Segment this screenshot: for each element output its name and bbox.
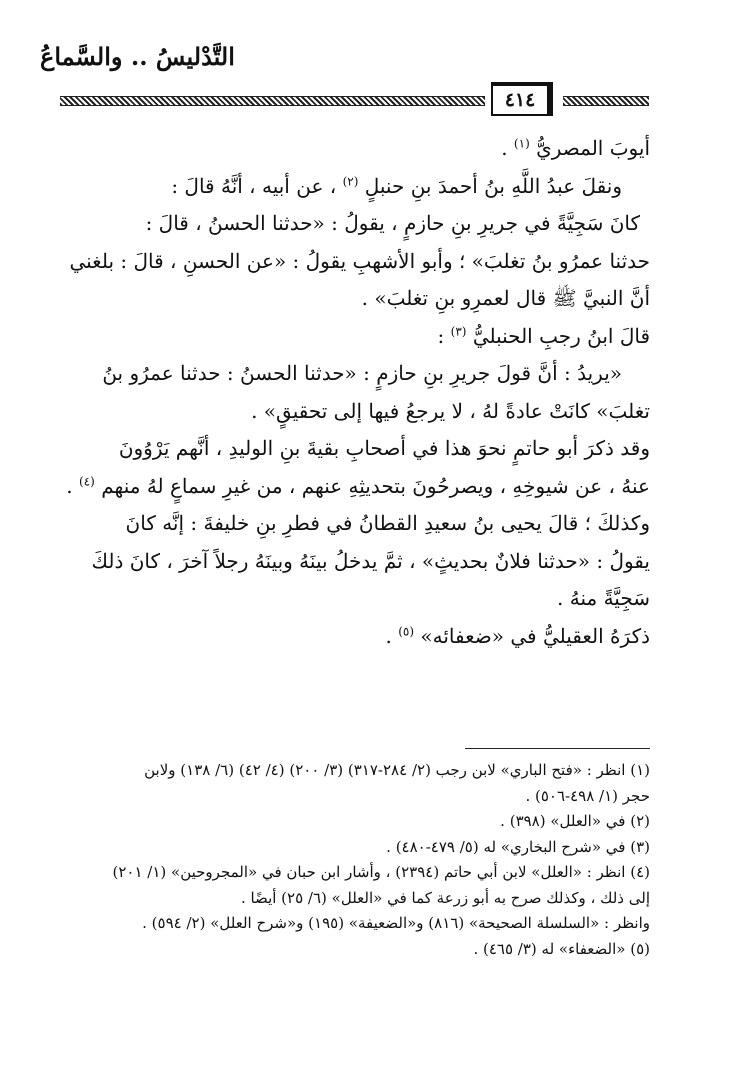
footnote-line: (١) انظر : «فتح الباري» لابن رجب (٢/ ٢٨٤-٣١٧) (٣/ ٢٠٠) (٤/ ٤٢) (٦/ ١٣٨) ولابن: [144, 761, 650, 779]
footnotes: [58, 758, 650, 962]
text-line: [58, 468, 650, 506]
text-line: كانَ سَجِيَّةً في جريرِ بنِ حازمٍ ، يقولُ : «حدثنا الحسنُ ، قالَ :: [145, 211, 640, 235]
text-span: أيوبَ المصريُّ: [536, 136, 650, 160]
footnote-line: وانظر : «السلسلة الصحيحة» (٨١٦) و«الضعيفة» (١٩٥) و«شرح العلل» (٢/ ٥٩٤) .: [142, 914, 650, 932]
text-line: تغلبَ» كانَتْ عادةً لهُ ، لا يرجعُ فيها إلى تحقيقٍ» .: [251, 398, 650, 423]
text-span: .: [66, 473, 73, 498]
footnote-ref: (٣): [450, 323, 467, 338]
text-span: .: [385, 623, 392, 648]
text-line: [58, 318, 650, 356]
text-line: «يريدُ : أنَّ قولَ جريرِ بنِ حازمٍ : «حدثنا الحسنُ : حدثنا عمرُو بنُ: [102, 361, 622, 385]
footnote-line: إلى ذلك ، وكذلك صرح به أبو زرعة كما في «العلل» (٦/ ٢٥) أيضًا .: [240, 888, 650, 907]
text-line: سَجِيَّةً منهُ .: [557, 586, 650, 610]
text-line: وكذلكَ ؛ قالَ يحيى بنُ سعيدِ القطانُ في فطرِ بنِ خليفةَ : إنَّه كانَ: [125, 511, 650, 535]
text-span: ، عن أبيه ، أنَّهُ قالَ :: [171, 173, 337, 198]
footnote-line: (٣) في «شرح البخاري» له (٥/ ٤٧٩-٤٨٠) .: [386, 837, 650, 856]
text-span: :: [437, 323, 445, 348]
text-line: حدثنا عمرُو بنُ تغلبَ» ؛ وأبو الأشهبِ يقولُ : «عن الحسنِ ، قالَ : بلغني: [69, 248, 650, 273]
header-rule-left: [60, 96, 485, 106]
footnote-line: (٢) في «العلل» (٣٩٨) .: [500, 812, 650, 830]
text-span: عنهُ ، عن شيوخِهِ ، ويصرحُونَ بتحديثِهِ عنهم ، من غيرِ سماعٍ لهُ منهم: [101, 473, 650, 498]
text-span: .: [501, 136, 508, 160]
text-line: [58, 618, 650, 656]
text-line: [58, 168, 650, 206]
footnote-ref: (٢): [342, 173, 359, 188]
text-span: قالَ ابنُ رجبِ الحنبليُّ: [472, 323, 650, 348]
footnote-ref: (٤): [79, 473, 95, 488]
text-line: أنَّ النبيَّ ﷺ قال لعمرِو بنِ تغلبَ» .: [361, 286, 650, 310]
text-span: ونقلَ عبدُ اللَّهِ بنُ أحمدَ بنِ حنبلٍ: [364, 173, 622, 198]
text-line: وقد ذكرَ أبو حاتمٍ نحوَ هذا في أصحابِ بقيةَ بنِ الوليدِ ، أنَّهم يَرْوُونَ: [118, 436, 650, 460]
footnote-ref: (٥): [398, 623, 415, 638]
main-text: [58, 130, 650, 655]
text-line: يقولُ : «حدثنا فلانٌ بحديثٍ» ، ثمَّ يدخلُ بينَهُ وبينَهُ رجلاً آخرَ ، كانَ ذلكَ: [91, 548, 650, 573]
running-title: التَّدْليسُ .. والسَّماعُ: [40, 42, 235, 71]
footnote-line: (٥) «الضعفاء» له (٣/ ٤٦٥) .: [473, 939, 650, 958]
header-rule-right: [563, 96, 649, 106]
footnote-ref: (١): [513, 136, 530, 151]
page-number: ٤١٤: [491, 82, 553, 116]
text-line: [58, 130, 650, 168]
footnote-line: حجر (١/ ٤٩٨-٥٠٦) .: [525, 786, 650, 805]
footnote-line: (٤) انظر : «العلل» لابن أبي حاتم (٢٣٩٤) ، وأشار ابن حبان في «المجروحين» (١/ ٢٠١): [112, 863, 650, 881]
text-span: ذكرَهُ العقيليُّ في «ضعفائه»: [420, 623, 650, 648]
footnote-separator: [465, 748, 650, 749]
